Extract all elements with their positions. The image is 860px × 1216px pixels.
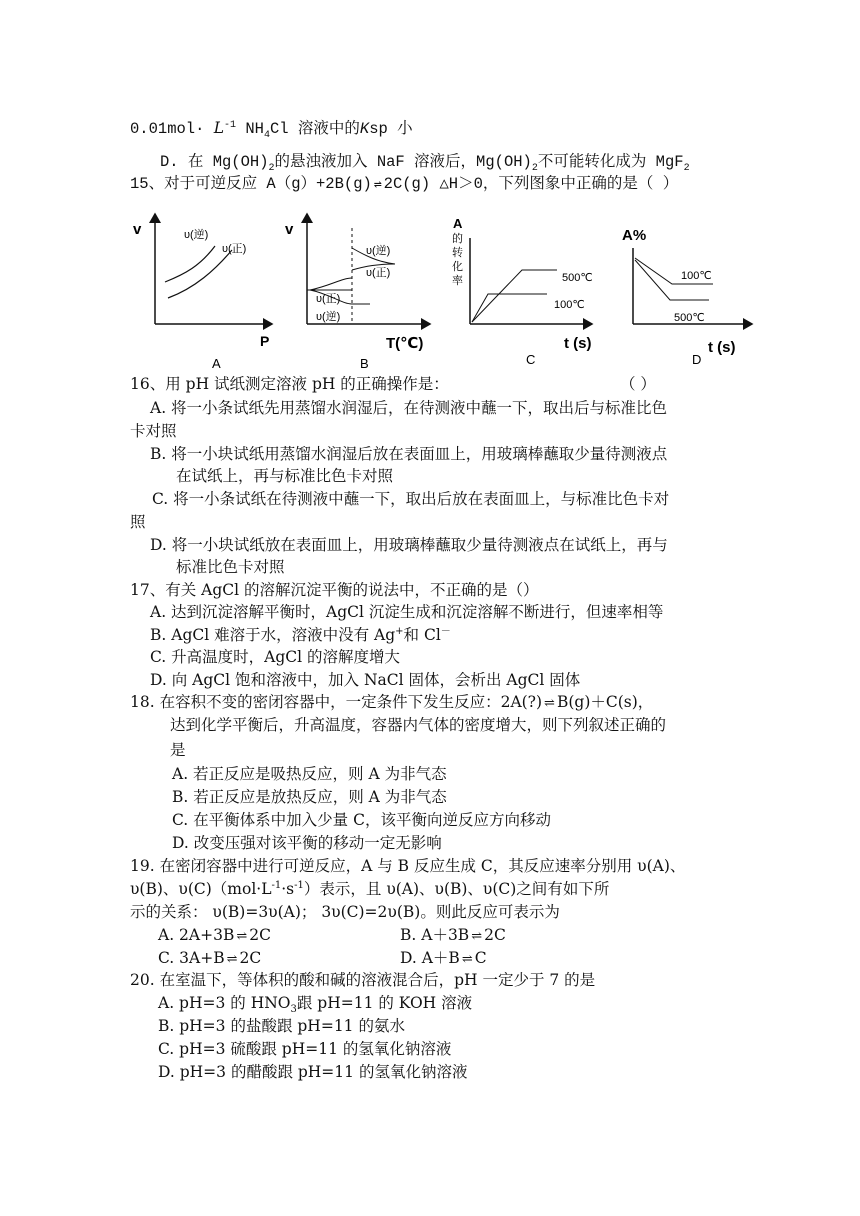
q16-option-a-line2: 卡对照	[130, 422, 177, 440]
graph-b-bot-label-2: υ(逆)	[316, 311, 341, 323]
graph-c-line-100	[472, 294, 547, 322]
q14-k: K	[359, 120, 370, 138]
q20-option-a	[158, 993, 473, 1016]
q17b-a: B. AgCl 难溶于水，溶液中没有 Ag	[150, 626, 396, 644]
equilibrium-arrow-icon: ⇌	[236, 929, 248, 944]
q20-option-b: B. pH=3 的盐酸跟 pH=11 的氨水	[158, 1017, 405, 1035]
q14-unit-sup: -1	[224, 119, 237, 131]
q16-option-d-line2: 标准比色卡对照	[176, 558, 285, 576]
q18-l1b: B(g)＋C(s)，	[556, 693, 654, 711]
q19-a2: 2C	[249, 926, 271, 944]
q19-line2	[130, 879, 609, 899]
q19-c: C. 3A+B	[158, 949, 225, 967]
graph-a-xlabel: P	[260, 333, 270, 349]
q20-a-a: A. pH=3 的 HNO	[158, 994, 291, 1012]
graph-a-curve-reverse	[165, 246, 215, 282]
q16-option-a-line1: A. 将一小条试纸先用蒸馏水润湿后，在待测液中蘸一下，取出后与标准比色	[150, 399, 668, 417]
q20-a-b: 跟 pH=11 的 KOH 溶液	[296, 994, 473, 1012]
graph-c-ylabel-3: 转	[452, 247, 463, 259]
q15-stem	[130, 174, 678, 195]
q18-option-d: D. 改变压强对该平衡的移动一定无影响	[172, 834, 442, 852]
q16-option-c-line1: C. 将一小条试纸在待测液中蘸一下，取出后放在表面皿上，与标准比色卡对	[152, 490, 670, 508]
graph-d-label-500: 500℃	[674, 312, 705, 324]
q17-stem: 17、有关 AgCl 的溶解沉淀平衡的说法中，不正确的是（）	[130, 581, 539, 599]
q19-l2sup2: -1	[294, 879, 304, 891]
q14-option-d	[160, 152, 690, 175]
graph-c	[452, 216, 593, 367]
q14d-b-sub: 2	[531, 163, 538, 175]
q14d-a-sub: 2	[268, 163, 275, 175]
equilibrium-arrow-icon: ⇌	[461, 952, 473, 967]
q16-option-d-line1: D. 将一小块试纸放在表面皿上，用玻璃棒蘸取少量待测液点在试纸上，再与	[150, 536, 668, 554]
q17b-b: 和 Cl	[403, 626, 441, 644]
q18-line3: 是	[170, 741, 186, 759]
q19-option-a	[158, 925, 271, 947]
q17-option-d: D. 向 AgCl 饱和溶液中，加入 NaCl 固体，会析出 AgCl 固体	[150, 671, 581, 689]
q17-option-a: A. 达到沉淀溶解平衡时，AgCl 沉淀生成和沉淀溶解不断进行，但速率相等	[150, 603, 664, 621]
q19-option-c	[158, 948, 261, 970]
q14d-c-sub: 2	[683, 163, 690, 175]
q14-rest: Cl 溶液中的	[269, 120, 360, 138]
graph-c-label-500: 500℃	[562, 272, 593, 284]
q18-option-b: B. 若正反应是放热反应，则 A 为非气态	[172, 788, 447, 806]
q16-stem-text: 16、用 pH 试纸测定溶液 pH 的正确操作是：	[130, 375, 449, 393]
q15-graphs	[0, 208, 860, 368]
graph-b-xlabel: T(℃)	[386, 335, 424, 352]
graph-a	[133, 214, 272, 368]
q19-option-d	[400, 948, 487, 970]
graph-c-xlabel: t (s)	[564, 335, 592, 352]
graph-d-xlabel: t (s)	[708, 339, 736, 356]
graph-a-letter: A	[212, 356, 221, 368]
q19-line1: 19. 在密闭容器中进行可逆反应，A 与 B 反应生成 C，其反应速率分别用 υ(A)、	[130, 857, 686, 875]
q19-l2b: ·s	[281, 880, 295, 898]
graph-c-ylabel-5: 率	[452, 275, 463, 287]
q16-option-c-line2: 照	[130, 513, 146, 531]
q14d-c: 不可能转化成为 MgF	[537, 153, 684, 171]
graph-b-ylabel: v	[285, 221, 294, 238]
q14-conc: 0.01mol·	[130, 120, 205, 138]
q19-d2: C	[474, 949, 487, 967]
q20-option-c: C. pH=3 硫酸跟 pH=11 的氢氧化钠溶液	[158, 1040, 452, 1058]
q16-option-b-line2: 在试纸上，再与标准比色卡对照	[176, 467, 394, 485]
q16-option-b-line1: B. 将一小块试纸用蒸馏水润湿后放在表面皿上，用玻璃棒蘸取少量待测液点	[150, 445, 668, 463]
graph-a-label-forward: υ(正)	[222, 243, 247, 255]
q17-option-b	[150, 625, 451, 645]
q14d-b: 的悬浊液加入 NaF 溶液后，Mg(OH)	[274, 153, 532, 171]
graph-c-line-500	[472, 270, 557, 322]
q19-option-b	[400, 925, 506, 947]
graph-a-label-reverse: υ(逆)	[184, 229, 209, 241]
graph-d-ylabel: A%	[622, 227, 647, 244]
q14-nh-sub: 4	[263, 130, 270, 142]
graph-c-ylabel-1: A	[453, 216, 463, 231]
graph-c-ylabel-4: 化	[452, 261, 463, 273]
q14-sp: sp 小	[369, 120, 413, 138]
q19-d: D. A＋B	[400, 949, 460, 967]
q17b-sup2: －	[440, 625, 451, 637]
q17b-sup1: +	[395, 625, 404, 637]
q19-b: B. A＋3B	[400, 926, 470, 944]
graph-b	[285, 214, 430, 368]
graph-b-letter: B	[360, 356, 369, 368]
q19-c2: 2C	[239, 949, 262, 967]
graph-a-curve-forward	[168, 250, 232, 298]
q14-unit-l: L	[213, 119, 225, 137]
q19-a: A. 2A+3B	[158, 926, 235, 944]
equilibrium-arrow-icon: ⇌	[373, 177, 382, 192]
q15-stem-a: 15、对于可逆反应 A（g）+2B(g)	[130, 175, 372, 193]
q14-nh: NH	[245, 120, 264, 138]
q19-b2: 2C	[484, 926, 506, 944]
equilibrium-arrow-icon: ⇌	[471, 929, 483, 944]
graph-b-top-label-1: υ(逆)	[366, 245, 391, 257]
q16-paren: （ ）	[620, 375, 656, 393]
q20-stem: 20. 在室温下，等体积的酸和碱的溶液混合后，pH 一定少于 7 的是	[130, 971, 596, 989]
graph-d-letter: D	[692, 352, 702, 367]
q17-option-c: C. 升高温度时，AgCl 的溶解度增大	[150, 648, 401, 666]
equilibrium-arrow-icon: ⇌	[544, 696, 555, 711]
q19-l2c: ）表示，且 υ(A)、υ(B)、υ(C)之间有如下所	[303, 880, 610, 898]
graph-b-reverse-low	[310, 278, 352, 290]
q19-l2sup1: -1	[271, 879, 282, 891]
q19-l2a: υ(B)、υ(C)（mol·L	[130, 880, 272, 898]
q18-option-c: C. 在平衡体系中加入少量 C，该平衡向逆反应方向移动	[172, 811, 551, 829]
graph-d-label-100: 100℃	[681, 270, 712, 282]
q20-option-d: D. pH=3 的醋酸跟 pH=11 的氢氧化钠溶液	[158, 1063, 468, 1081]
q20-a-sub: 3	[290, 1004, 297, 1016]
graph-c-ylabel-2: 的	[452, 233, 463, 245]
graph-d	[622, 227, 752, 367]
q16-stem	[130, 374, 449, 394]
equilibrium-arrow-icon: ⇌	[226, 952, 238, 967]
q18-option-a: A. 若正反应是吸热反应，则 A 为非气态	[172, 765, 447, 783]
graph-c-label-100: 100℃	[554, 299, 585, 311]
q18-l1a: 18. 在容积不变的密闭容器中，一定条件下发生反应：2A(?)	[130, 693, 543, 711]
q14-tail-line	[130, 118, 413, 142]
graph-b-top-label-2: υ(正)	[366, 267, 391, 279]
graph-c-letter: C	[526, 352, 536, 367]
q19-line3: 示的关系： υ(B)=3υ(A)； 3υ(C)=2υ(B)。则此反应可表示为	[130, 903, 560, 921]
q18-line2: 达到化学平衡后，升高温度，容器内气体的密度增大，则下列叙述正确的	[170, 716, 667, 734]
graph-a-ylabel: v	[133, 221, 142, 238]
q15-stem-b: 2C(g) △H＞0，下列图象中正确的是（ ）	[383, 175, 679, 193]
q18-line1	[130, 692, 653, 714]
q14d-a: D. 在 Mg(OH)	[160, 153, 269, 171]
graph-b-bot-label-1: υ(正)	[316, 293, 341, 305]
